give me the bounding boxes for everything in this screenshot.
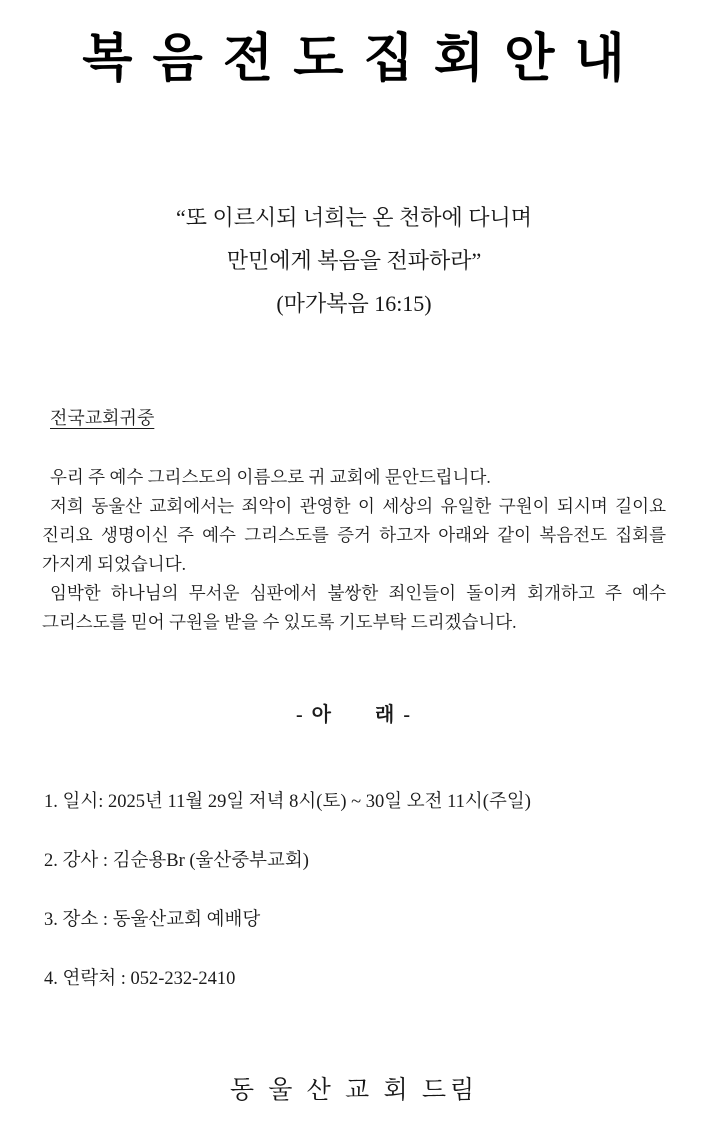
list-item-speaker: 2. 강사 : 김순용Br (울산중부교회) [44, 851, 309, 871]
verse-line-2: 만민에게 복음을 전파하라” [226, 248, 482, 273]
body-paragraph-2: 저희 동울산 교회에서는 죄악이 관영한 이 세상의 유일한 구원이 되시며 길이요 진리요 생명이신 주 예수 그리스도를 증거 하고자 아래와 같이 복음전도 집회를 가지게 되었습니다. [42, 496, 666, 574]
bible-verse [0, 196, 708, 325]
section-heading-below: - 아 래 - [296, 704, 412, 726]
page-title: 복 음 전 도 집 회 안 내 [82, 29, 626, 89]
footer-signature: 동 울 산 교 회 드림 [229, 1077, 479, 1104]
list-item-contact: 4. 연락처 : 052-232-2410 [44, 969, 236, 989]
salutation: 전국교회귀중 [50, 408, 155, 428]
verse-reference: (마가복음 16:15) [276, 291, 432, 316]
details-list [0, 789, 708, 992]
list-item-datetime: 1. 일시: 2025년 11월 29일 저녁 8시(토) ~ 30일 오전 11시(주일) [44, 792, 531, 812]
body-text [0, 463, 708, 637]
verse-line-1: “또 이르시되 너희는 온 천하에 다니며 [175, 205, 533, 230]
list-item-venue: 3. 장소 : 동울산교회 예배당 [44, 910, 261, 930]
body-paragraph-3: 임박한 하나님의 무서운 심판에서 불쌍한 죄인들이 돌이켜 회개하고 주 예수 그리스도를 믿어 구원을 받을 수 있도록 기도부탁 드리겠습니다. [42, 583, 666, 632]
body-paragraph-1: 우리 주 예수 그리스도의 이름으로 귀 교회에 문안드립니다. [50, 467, 491, 487]
